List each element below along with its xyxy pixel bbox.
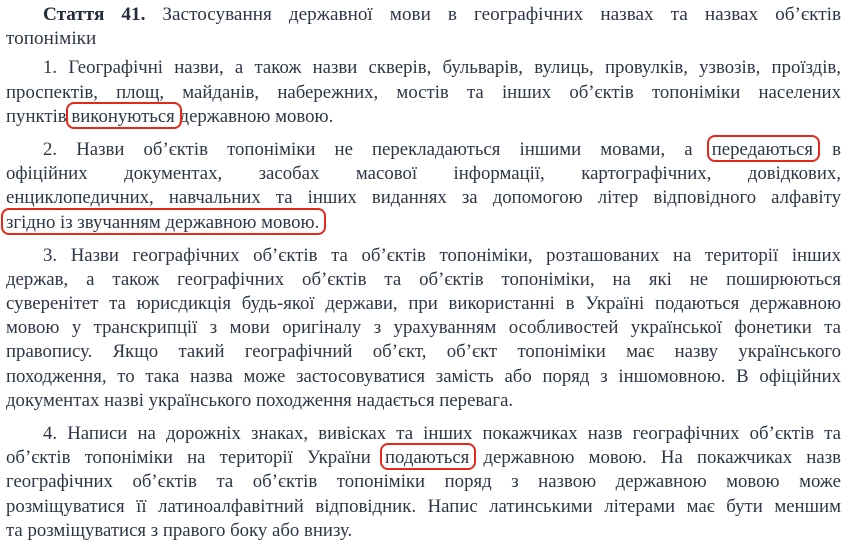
text-segment: 1. Географічні назви, а також назви скверів, бульварів, вулиць, провулків, узвозів, проїздів, bbox=[43, 57, 841, 79]
text-line bbox=[6, 292, 841, 316]
text-segment: 2. Назви об’єктів топоніміки не перекладаються іншими мовами, а bbox=[43, 138, 712, 160]
text-segment: суверенітет та юрисдикція будь-якої держави, при використанні в Україні подаються державною bbox=[6, 293, 841, 315]
text-segment: розміщуватися її латиноалфавітний відповідник. Напис латинськими літерами має бути меншим bbox=[6, 495, 841, 517]
paragraph-2 bbox=[6, 138, 841, 235]
text-segment: проспектів, площ, майданів, набережних, мостів та інших об’єктів топоніміки населених bbox=[6, 81, 841, 103]
red-annotation-box: згідно із звучанням державною мовою. bbox=[6, 211, 320, 233]
text-segment: документах назві українського походження надається перевага. bbox=[6, 389, 514, 411]
paragraph-1 bbox=[6, 56, 841, 129]
text-segment: географічних об’єктів та об’єктів топоніміки поряд з назвою державною мовою може bbox=[6, 471, 841, 493]
heading-line-1 bbox=[6, 3, 841, 27]
text-segment: пунктів bbox=[6, 105, 72, 127]
text-segment: держав, а також географічних об’єктів та об’єктів топоніміки, на які не поширюються bbox=[6, 268, 841, 290]
text-line bbox=[6, 56, 841, 80]
heading-line-2 bbox=[6, 27, 841, 51]
text-segment: державною мовою. bbox=[174, 105, 334, 127]
text-segment: об’єктів топоніміки на території України bbox=[6, 447, 385, 469]
paragraph-4 bbox=[6, 422, 841, 543]
article-heading-text: топоніміки bbox=[6, 28, 97, 50]
text-segment: державною мовою. На покажчиках назв bbox=[469, 447, 841, 469]
text-line bbox=[6, 389, 841, 413]
text-line bbox=[6, 244, 841, 268]
text-line bbox=[6, 422, 841, 446]
text-line bbox=[6, 81, 841, 105]
text-segment: походження, то така назва може застосовуватися замість або поряд з іншомовною. В офіційних bbox=[6, 365, 841, 387]
text-line bbox=[6, 162, 841, 186]
text-line bbox=[6, 446, 841, 470]
text-line bbox=[6, 470, 841, 494]
article-number: Стаття 41. bbox=[43, 4, 146, 25]
article-heading bbox=[6, 3, 841, 51]
text-segment: та розміщуватися з правого боку або внизу. bbox=[6, 519, 353, 541]
text-line bbox=[6, 316, 841, 340]
paragraph-3 bbox=[6, 244, 841, 413]
text-segment: в bbox=[813, 138, 841, 160]
text-line bbox=[6, 211, 841, 235]
article-heading-text: Застосування державної мови в географічних назвах та назвах об’єктів bbox=[145, 4, 841, 25]
text-segment: мовою у транскрипції з мови оригіналу з урахуванням особливостей української фонетики та bbox=[6, 317, 841, 339]
text-segment: офіційних документах, засобах масової інформації, картографічних, довідкових, bbox=[6, 163, 841, 185]
text-segment: енциклопедичних, навчальних та інших виданнях за допомогою літер відповідного алфавіту bbox=[6, 187, 841, 209]
text-line bbox=[6, 186, 841, 210]
text-line bbox=[6, 365, 841, 389]
text-segment: 4. Написи на дорожніх знаках, вивісках та інших покажчиках назв географічних об’єктів та bbox=[43, 423, 841, 444]
red-annotation-box: виконуються bbox=[71, 105, 175, 127]
red-annotation-box: подаються bbox=[384, 447, 470, 469]
text-line bbox=[6, 519, 841, 543]
text-segment: правопису. Якщо такий географічний об’єкт, об’єкт топоніміки має назву українського bbox=[6, 341, 841, 363]
red-annotation-box: передаються bbox=[711, 138, 814, 160]
text-line bbox=[6, 105, 841, 129]
text-line bbox=[6, 495, 841, 519]
text-segment: 3. Назви географічних об’єктів та об’єктів топоніміки, розташованих на території інших bbox=[43, 244, 841, 266]
text-line bbox=[6, 268, 841, 292]
text-line bbox=[6, 138, 841, 162]
text-line bbox=[6, 340, 841, 364]
